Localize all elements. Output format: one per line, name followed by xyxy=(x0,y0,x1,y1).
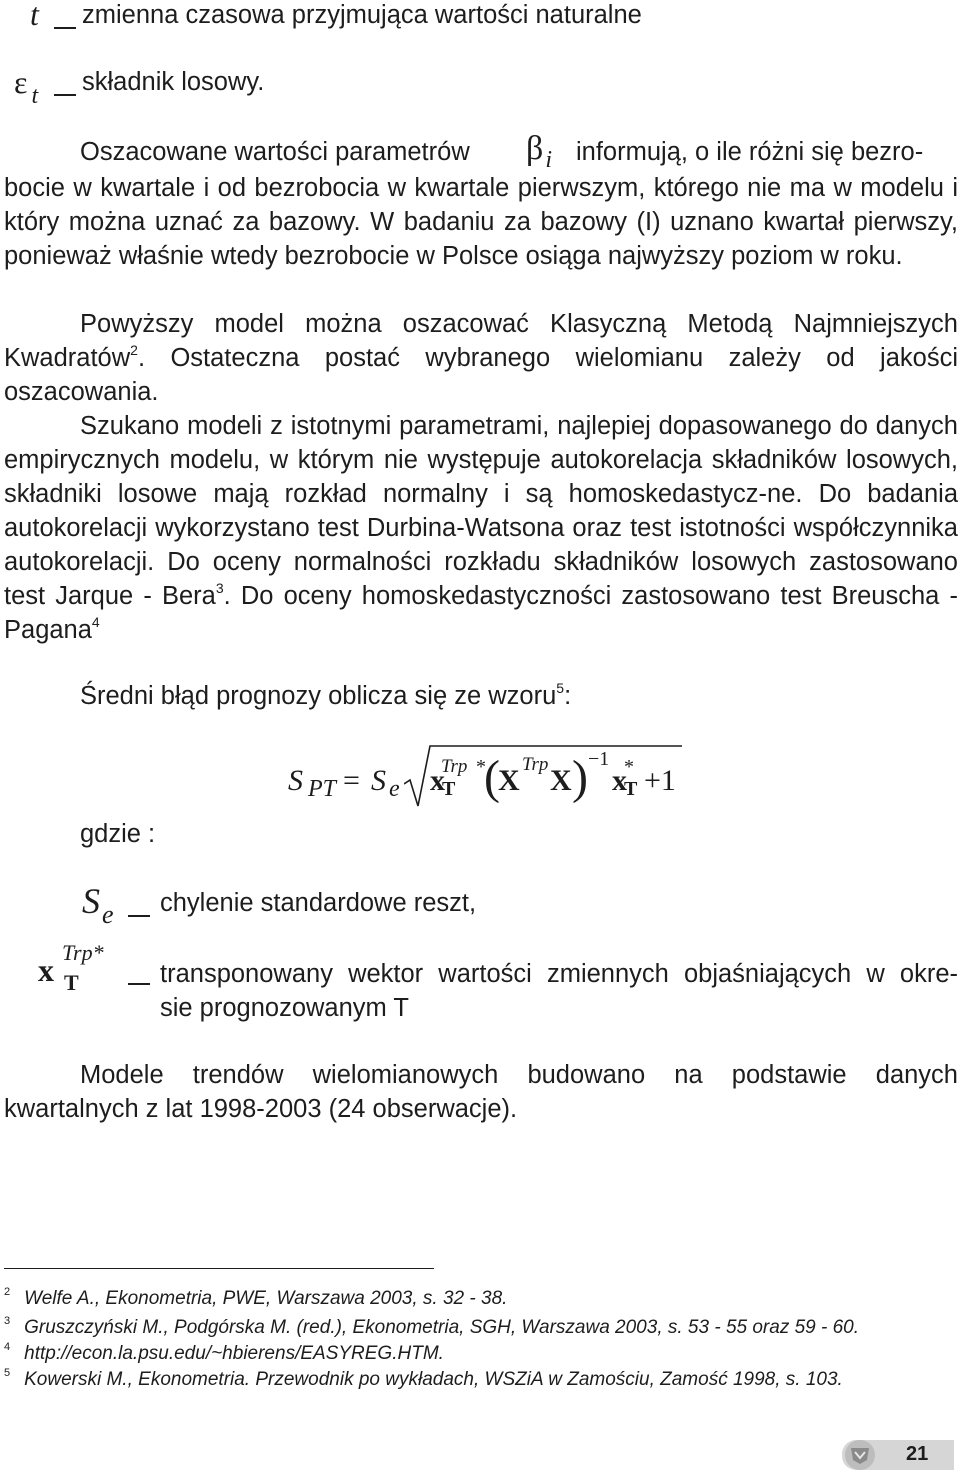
gdzie-label: gdzie : xyxy=(80,820,156,848)
footnote-text: Welfe A., Ekonometria, PWE, Warszawa 2003, s. 32 - 38. xyxy=(24,1288,508,1309)
xtrp-sup: Trp* xyxy=(62,940,104,965)
symbol-t: t xyxy=(30,0,39,32)
footnote-ref-2[interactable]: 2 xyxy=(130,341,138,358)
formula-S: S xyxy=(288,764,303,797)
para1-body: bocie w kwartale i od bezrobocia w kwartale pierwszym, którego nie ma w modelu i który można uznać za bazowy. W badaniu za bazowy (I) uznano kwartał pierwszy, ponieważ właśnie wtedy bezrobocie w Polsce osiąga najwyższy poziom w roku. xyxy=(4,174,958,270)
formula-star-2: * xyxy=(624,756,634,778)
formula-e: e xyxy=(389,776,400,802)
formula-star-1: * xyxy=(476,756,486,778)
footnote-2 xyxy=(4,1287,960,1311)
definition-xtrp-line2: sie prognozowanym T xyxy=(160,994,409,1022)
footnote-num: 2 xyxy=(4,1285,11,1298)
symbol-xtrp xyxy=(38,938,128,998)
footnote-num: 4 xyxy=(4,1340,11,1353)
paren-open: ( xyxy=(484,751,500,804)
Se-S: S xyxy=(82,881,100,921)
formula-X-2: X xyxy=(550,764,572,797)
formula-intro-text: Średni błąd prognozy oblicza się ze wzoru xyxy=(80,682,557,710)
formula-T-1: T xyxy=(442,778,456,800)
formula-Trp-2: Trp xyxy=(522,754,549,775)
para3-text-a: Szukano modeli z istotnymi parametrami, najlepiej dopasowanego do danych empirycznych modelu, w którym nie występuje autokorelacja składników losowych, składniki losowe mają rozkład normalny i są homoskedastycz-ne. Do badania autokorelacji wykorzystano test Durbina-Watsona oraz test istotności współczynnika autokorelacji. Do oceny normalności rozkładu składników losowych zastosowano test Jarque - Bera xyxy=(4,412,958,610)
beta-subscript: i xyxy=(545,147,552,173)
para2 xyxy=(4,307,958,409)
epsilon-subscript: t xyxy=(31,83,39,109)
university-crest-icon xyxy=(845,1440,875,1470)
formula-intro-colon: : xyxy=(564,682,572,710)
para2-text-a: Powyższy model można oszacować Klasyczną Metodą Najmniejszych Kwadratów xyxy=(4,310,958,372)
para1-lead: Oszacowane wartości parametrów xyxy=(80,138,470,166)
footnote-text: Kowerski M., Ekonometria. Przewodnik po wykładach, WSZiA w Zamościu, Zamość 1998, s. 103. xyxy=(24,1369,843,1390)
footnote-num: 5 xyxy=(4,1366,11,1379)
formula-minus1: −1 xyxy=(588,748,610,770)
xtrp-x: x xyxy=(38,952,54,988)
footnote-num: 3 xyxy=(4,1314,11,1327)
formula-plus1: +1 xyxy=(644,764,676,797)
paren-close: ) xyxy=(572,751,588,804)
formula-X-1: X xyxy=(498,764,520,797)
formula-Se: S xyxy=(371,764,386,797)
definition-t: zmienna czasowa przyjmująca wartości naturalne xyxy=(82,1,642,29)
formula-spt xyxy=(288,744,708,824)
definition-epsilon: składnik losowy. xyxy=(82,68,265,96)
page-number: 21 xyxy=(906,1443,929,1465)
para3 xyxy=(4,409,958,647)
definition-xtrp xyxy=(160,957,958,1025)
formula-x-2: x xyxy=(612,764,627,797)
para1-tail: informują, o ile różni się bezro- xyxy=(576,138,924,166)
footnote-link[interactable]: http://econ.la.psu.edu/~hbierens/EASYREG.HTM. xyxy=(24,1343,444,1364)
footnote-4 xyxy=(4,1342,960,1366)
footnote-ref-4[interactable]: 4 xyxy=(91,613,100,630)
formula-equals: = xyxy=(343,764,360,797)
xtrp-sub: T xyxy=(64,970,79,995)
para4: Modele trendów wielomianowych budowano na podstawie danych kwartalnych z lat 1998-2003 (24 obserwacje). xyxy=(4,1061,958,1123)
dash xyxy=(128,969,150,998)
dash xyxy=(54,13,76,42)
formula-x: x xyxy=(430,764,445,797)
dash xyxy=(128,901,150,930)
formula-intro xyxy=(80,679,572,711)
epsilon-glyph: ε xyxy=(14,64,28,100)
beta-glyph: β xyxy=(526,130,544,167)
Se-sub: e xyxy=(102,900,114,929)
dash xyxy=(54,80,76,109)
para2-text-b: . Ostateczna postać wybranego wielomianu zależy od jakości oszacowania. xyxy=(4,344,958,406)
symbol-Se xyxy=(82,880,114,929)
footnote-text: Gruszczyński M., Podgórska M. (red.), Ekonometria, SGH, Warszawa 2003, s. 53 - 55 oraz 59 - 60. xyxy=(24,1317,860,1338)
definition-se: chylenie standardowe reszt, xyxy=(160,889,477,917)
footnote-ref-3[interactable]: 3 xyxy=(215,579,224,596)
footnote-5 xyxy=(4,1368,960,1392)
formula-PT: PT xyxy=(308,776,337,802)
footnote-ref-5[interactable]: 5 xyxy=(556,679,565,696)
formula-Trp-1: Trp xyxy=(441,756,468,777)
para3-text-b: . Do oceny homoskedastyczności zastosowano test Breuscha - Pagana xyxy=(4,582,958,644)
symbol-epsilon xyxy=(14,64,39,109)
symbol-beta xyxy=(526,130,552,173)
footnote-3 xyxy=(4,1316,960,1340)
footnote-separator xyxy=(4,1268,434,1269)
definition-xtrp-line1: transponowany wektor wartości zmiennych objaśniających w okre- xyxy=(160,960,958,988)
formula-T-2: T xyxy=(624,778,638,800)
